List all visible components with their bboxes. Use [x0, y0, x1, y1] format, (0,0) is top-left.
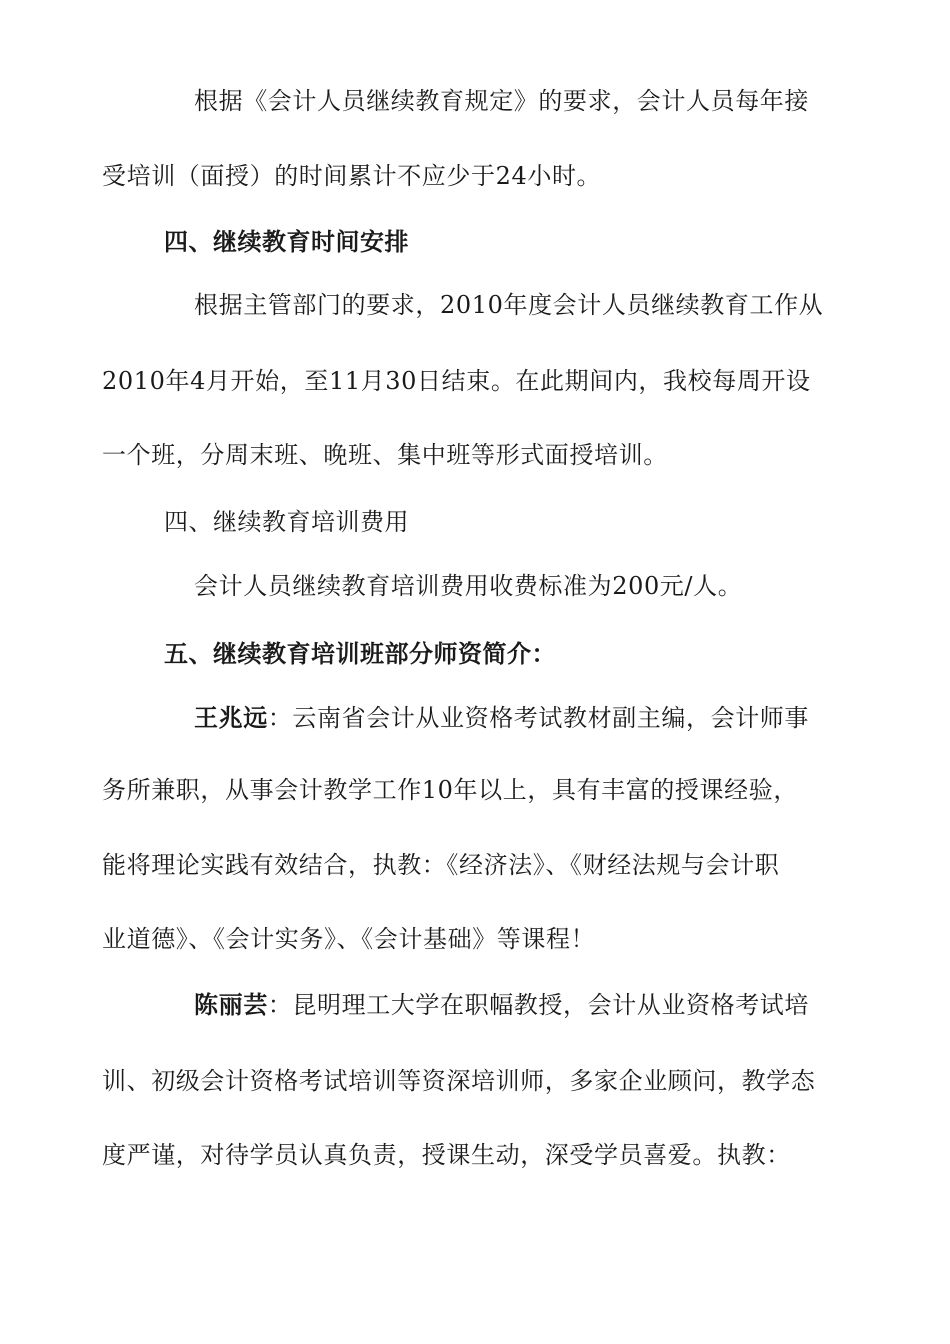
teacher-1-line-4: 业道德》、《会计实务》、《会计基础》等课程！	[102, 925, 596, 953]
teacher-2-name: 陈丽芸	[194, 990, 268, 1019]
teacher-1-name: 王兆远	[194, 703, 268, 732]
teacher-1-line-3: 能将理论实践有效结合，执教：《经济法》、《财经法规与会计职	[102, 851, 780, 879]
teacher-2-line-1	[194, 988, 844, 1022]
teacher-1-line-1	[194, 701, 844, 735]
teacher-2-intro: ：昆明理工大学在职幅教授，会计从业资格考试培	[267, 991, 810, 1019]
paragraph-requirement-line-1: 根据《会计人员继续教育规定》的要求，会计人员每年接	[194, 87, 809, 115]
paragraph-schedule-line-2: 2010年4月开始，至11月30日结束。在此期间内，我校每周开设	[102, 367, 811, 395]
teacher-1-intro: ：云南省会计从业资格考试教材副主编，会计师事	[267, 704, 810, 732]
section-heading-fee: 四、继续教育培训费用	[164, 508, 409, 536]
teacher-1-line-2: 务所兼职，从事会计教学工作10年以上，具有丰富的授课经验，	[102, 776, 798, 804]
paragraph-requirement-line-2: 受培训（面授）的时间累计不应少于24小时。	[102, 162, 602, 190]
section-heading-teachers: 五、继续教育培训班部分师资简介：	[164, 640, 556, 668]
paragraph-schedule-line-3: 一个班，分周末班、晚班、集中班等形式面授培训。	[102, 441, 668, 469]
teacher-2-line-2: 训、初级会计资格考试培训等资深培训师，多家企业顾问，教学态	[102, 1067, 816, 1095]
teacher-2-line-3: 度严谨，对待学员认真负责，授课生动，深受学员喜爱。执教：	[102, 1141, 791, 1169]
paragraph-schedule-line-1: 根据主管部门的要求，2010年度会计人员继续教育工作从	[194, 291, 824, 319]
paragraph-fee-line-1: 会计人员继续教育培训费用收费标准为200元/人。	[194, 572, 743, 600]
section-heading-schedule: 四、继续教育时间安排	[164, 228, 409, 256]
